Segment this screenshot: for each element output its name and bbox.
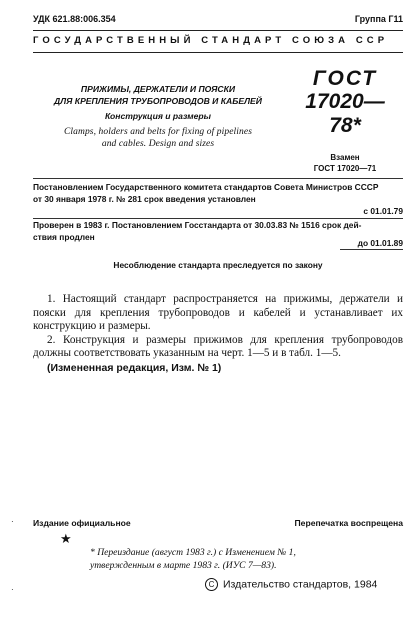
margin-mark: · [11,517,14,526]
decree-date: с 01.01.79 [363,206,403,216]
top-rule [33,30,403,31]
check-line-1: Проверен в 1983 г. Постановлением Госстандарта от 30.03.83 № 1516 срок дей- [33,220,362,230]
copyright-text: Издательство стандартов, 1984 [223,578,378,591]
body-text [33,293,403,375]
official-edition: Издание официальное [33,518,131,528]
copyright [205,578,377,591]
law-notice: Несоблюдение стандарта преследуется по закону [113,260,323,270]
check-line-2: ствия продлен [33,232,95,242]
banner-rule [33,52,403,53]
document-title [33,83,283,150]
paragraph-2: 2. Конструкция и размеры прижимов для крепления трубопроводов должны соответствовать указанным на черт. 1—5 и в табл. 1—5. [33,333,403,359]
state-standard-banner: ГОСУДАРСТВЕННЫЙ СТАНДАРТ СОЮЗА ССР [33,35,389,46]
gost-word: ГОСТ [312,67,378,90]
decree-line-2: от 30 января 1978 г. № 281 срок введения установлен [33,194,256,204]
reissue-line-2: утвержденным в марте 1983 г. (ИУС 7—83). [90,560,277,571]
udk-code: УДК 621.88:006.354 [33,14,116,24]
check-date: до 01.01.89 [357,238,403,248]
star-icon: ★ [60,531,72,546]
title-line-1: ПРИЖИМЫ, ДЕРЖАТЕЛИ И ПОЯСКИ [80,84,236,94]
separator-1 [33,178,403,179]
margin-mark-2: · [11,585,14,594]
title-english-1: Clamps, holders and belts for fixing of pipelines [63,127,253,137]
title-line-2: ДЛЯ КРЕПЛЕНИЯ ТРУБОПРОВОДОВ И КАБЕЛЕЙ [54,96,262,106]
separator-3 [340,249,403,250]
title-subtitle: Конструкция и размеры [105,111,211,121]
replace-label: Взамен [330,153,360,162]
gost-number: 17020—78* [305,90,385,137]
replace-value: ГОСТ 17020—71 [313,164,377,173]
reissue-line-1: * Переиздание (август 1983 г.) с Изменением № 1, [90,547,296,558]
decree-text [33,181,403,205]
reissue-note [90,546,296,572]
amendment-note: (Измененная редакция, Изм. № 1) [47,361,222,374]
reprint-banned: Перепечатка воспрещена [294,518,403,528]
paragraph-1: 1. Настоящий стандарт распространяется на прижимы, держатели и пояски для крепления трубопроводов и кабелей и устанавливает их конструкцию и размеры. [33,293,403,332]
copyright-icon: C [205,578,218,591]
check-text [33,219,403,243]
gost-block [290,68,400,174]
title-english-2: and cables. Design and sizes [101,138,215,149]
group-code: Группа Г11 [354,14,403,24]
decree-line-1: Постановлением Государственного комитета стандартов Совета Министров СССР [33,182,379,192]
